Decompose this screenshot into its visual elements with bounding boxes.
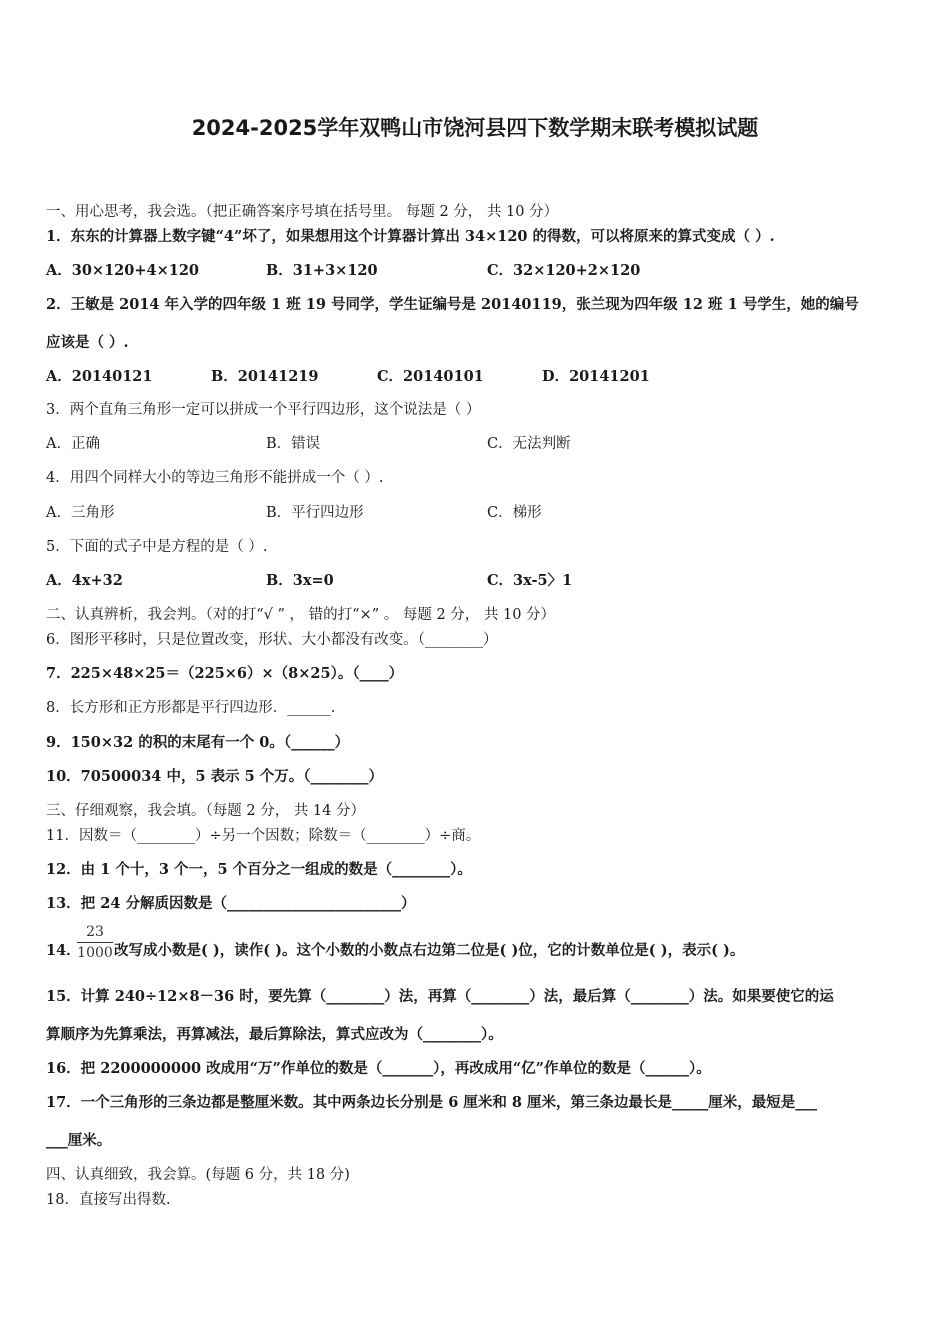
- q14-fraction-bar: [77, 942, 113, 943]
- question-16: 16．把 2200000000 改成用“万”作单位的数是（_______），再改成用“亿”作单位的数是（______）。: [46, 1060, 711, 1077]
- question-9: 9．150×32 的积的末尾有一个 0。（______）: [46, 734, 350, 751]
- question-11: 11．因数＝（________）÷另一个因数；除数＝（________）÷商。: [46, 828, 481, 844]
- question-14-text: 改写成小数是( )，读作( )。这个小数的小数点右边第二位是( )位，它的计数单位是( )，表示( )。: [114, 942, 745, 959]
- question-13: 13．把 24 分解质因数是（________________________）: [46, 895, 416, 912]
- question-18: 18．直接写出得数.: [46, 1192, 171, 1208]
- question-2-line-2: 应该是（ ）.: [46, 334, 129, 351]
- question-8: 8．长方形和正方形都是平行四边形．______.: [46, 700, 336, 716]
- q1-option-a: A．30×120+4×120: [46, 262, 200, 279]
- q1-option-c: C．32×120+2×120: [487, 262, 641, 279]
- section-4-heading: 四、认真细致，我会算。(每题 6 分，共 18 分): [46, 1167, 350, 1183]
- question-12: 12．由 1 个十，3 个一，5 个百分之一组成的数是（________）。: [46, 861, 472, 878]
- question-3: 3．两个直角三角形一定可以拼成一个平行四边形，这个说法是（ ）: [46, 402, 481, 418]
- question-14-prefix: 14．: [46, 942, 81, 959]
- question-15-line-1: 15．计算 240÷12×8－36 时，要先算（________）法，再算（________）法，最后算（________）法。如果要使它的运: [46, 988, 834, 1005]
- q3-option-a: A．正确: [46, 436, 100, 452]
- q1-option-b: B．31+3×120: [266, 262, 378, 279]
- question-2-line-1: 2．王敏是 2014 年入学的四年级 1 班 19 号同学，学生证编号是 20140119，张兰现为四年级 12 班 1 号学生，她的编号: [46, 296, 859, 313]
- q2-option-a: A．20140121: [46, 368, 153, 385]
- page-title: 2024-2025学年双鸭山市饶河县四下数学期末联考模拟试题: [191, 116, 759, 140]
- q14-fraction-numerator: 23: [86, 924, 104, 940]
- section-2-heading: 二、认真辨析，我会判。（对的打“√ ” ， 错的打“×” 。 每题 2 分， 共 10 分）: [46, 607, 556, 623]
- section-3-heading: 三、仔细观察，我会填。（每题 2 分， 共 14 分）: [46, 803, 365, 819]
- q2-option-c: C．20140101: [377, 368, 484, 385]
- q5-option-a: A．4x+32: [46, 572, 123, 589]
- q14-fraction-denominator: 1000: [77, 945, 113, 961]
- section-1-heading: 一、用心思考，我会选。（把正确答案序号填在括号里。 每题 2 分， 共 10 分）: [46, 204, 559, 220]
- question-15-line-2: 算顺序为先算乘法，再算减法，最后算除法，算式应改为（________）。: [46, 1026, 503, 1043]
- question-17-line-2: ___厘米。: [46, 1132, 112, 1149]
- q2-option-d: D．20141201: [542, 368, 650, 385]
- question-1: 1．东东的计算器上数字键“4”坏了，如果想用这个计算器计算出 34×120 的得数，可以将原来的算式变成（ ）.: [46, 228, 775, 245]
- q3-option-c: C．无法判断: [487, 436, 571, 452]
- question-5: 5．下面的式子中是方程的是（ ）.: [46, 539, 268, 555]
- q14-fraction: [77, 923, 113, 962]
- question-10: 10．70500034 中，5 表示 5 个万。（________）: [46, 768, 384, 785]
- q2-option-b: B．20141219: [211, 368, 319, 385]
- q4-option-a: A．三角形: [46, 505, 115, 521]
- q4-option-c: C．梯形: [487, 505, 542, 521]
- q3-option-b: B．错误: [266, 436, 321, 452]
- question-17-line-1: 17．一个三角形的三条边都是整厘米数。其中两条边长分别是 6 厘米和 8 厘米，第三条边最长是_____厘米，最短是___: [46, 1094, 818, 1111]
- question-6: 6．图形平移时，只是位置改变，形状、大小都没有改变。（________）: [46, 632, 498, 648]
- q5-option-b: B．3x=0: [266, 572, 334, 589]
- q5-option-c: C．3x-5〉1: [487, 572, 573, 589]
- question-7: 7．225×48×25＝（225×6）×（8×25）。（____）: [46, 665, 404, 682]
- q4-option-b: B．平行四边形: [266, 505, 364, 521]
- question-4: 4．用四个同样大小的等边三角形不能拼成一个（ ）.: [46, 470, 384, 486]
